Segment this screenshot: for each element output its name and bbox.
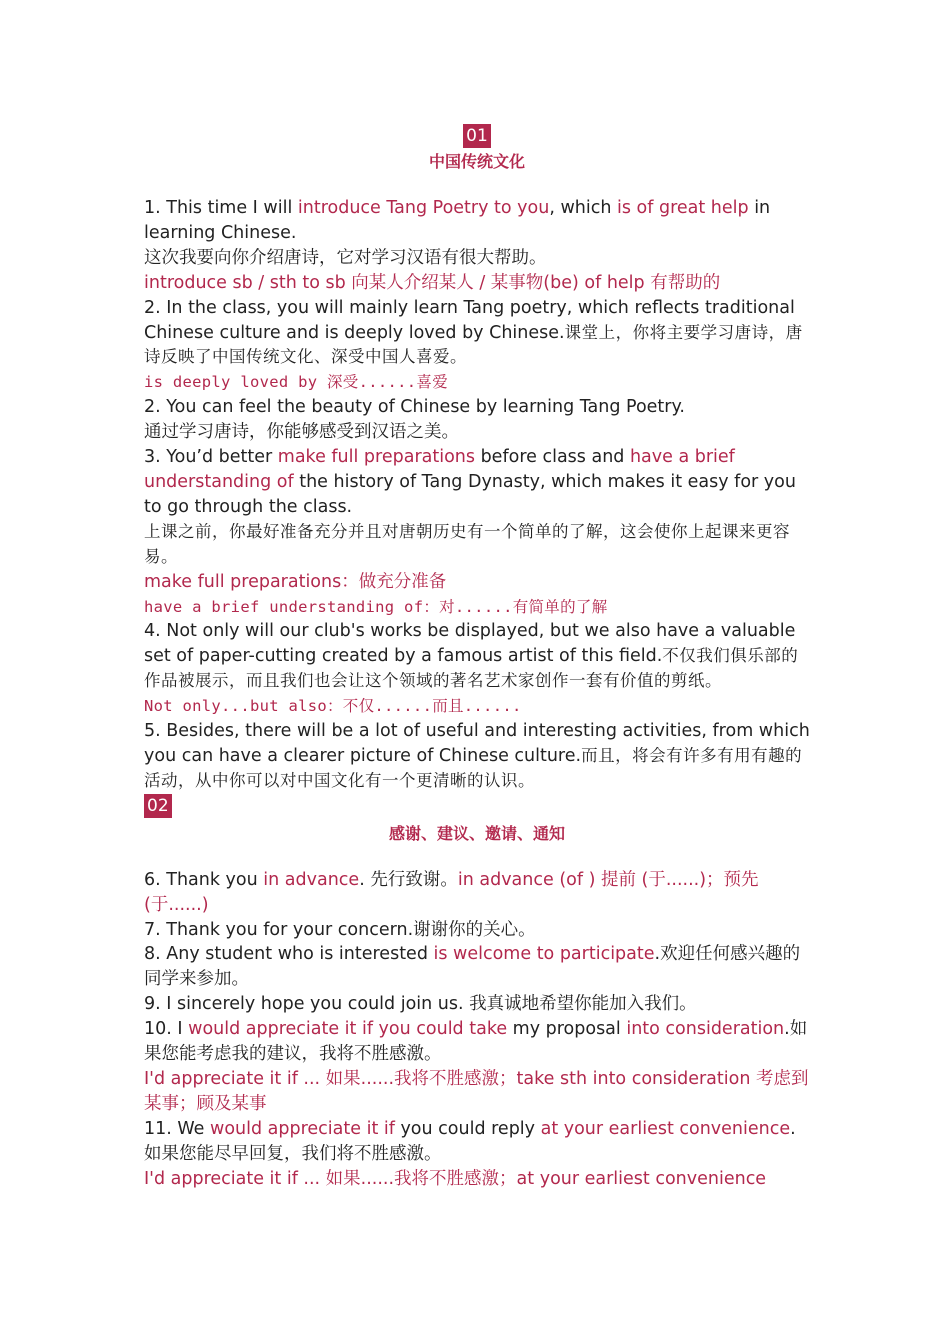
highlight-phrase: I'd appreciate it if ... 如果......我将不胜感激；at your earliest convenience [144, 1168, 767, 1189]
text-segment: 不仅我们俱乐部的作品被展示，而且我们也会让这个领域的著名艺术家创作一套有价值的剪纸。 [144, 646, 799, 691]
highlight-phrase: Not only...but also：不仅......而且...... [144, 697, 522, 716]
text-segment: you could reply [394, 1118, 541, 1139]
highlight-phrase: into consideration [626, 1019, 785, 1040]
section-2-number: 02 [144, 794, 172, 818]
highlight-phrase: have a brief understanding of：对......有简单的了解 [144, 597, 608, 616]
text-segment: 6. Thank you [144, 869, 264, 890]
text-segment: 5. Besides, there will be a lot of useful and interesting activities, from which you can have a clearer picture of Chinese culture. [144, 721, 810, 766]
paragraph [144, 1167, 810, 1192]
text-segment: 8. Any student who is interested [144, 944, 434, 965]
text-segment: 这次我要向你介绍唐诗，它对学习汉语有很大帮助。 [144, 247, 547, 268]
paragraph [144, 992, 810, 1017]
highlight-phrase: at your earliest convenience [540, 1118, 791, 1139]
section-2-header [144, 794, 810, 818]
paragraph [144, 296, 810, 371]
highlight-phrase: have a brief understanding of [144, 447, 735, 492]
paragraph [144, 246, 810, 271]
text-segment: .如果您能考虑我的建议，我将不胜感激。 [144, 1019, 808, 1065]
section-1-number: 01 [463, 124, 491, 148]
paragraph [144, 595, 810, 620]
text-segment: 1. This time I will [144, 198, 298, 218]
text-segment: 10. I [144, 1019, 189, 1040]
paragraph [144, 719, 810, 794]
section-1-body [144, 196, 810, 794]
paragraph [144, 1067, 810, 1117]
highlight-phrase: is of great help [616, 198, 749, 218]
text-segment: . 如果您能尽早回复，我们将不胜感激。 [144, 1118, 796, 1164]
highlight-phrase: would appreciate it if [210, 1118, 395, 1139]
highlight-phrase: is deeply loved by 深受......喜爱 [144, 373, 448, 392]
paragraph [144, 445, 810, 520]
paragraph [144, 570, 810, 595]
paragraph [144, 196, 810, 246]
text-segment: 上课之前，你最好准备充分并且对唐朝历史有一个简单的了解，这会使你上起课来更容易。 [144, 521, 790, 566]
highlight-phrase: introduce sb / sth to sb 向某人介绍某人 / 某事物(be) of help 有帮助的 [144, 272, 721, 293]
text-segment: 3. You’d better [144, 447, 278, 468]
text-segment: 9. I sincerely hope you could join us. 我真诚地希望你能加入我们。 [144, 994, 697, 1015]
section-1-header [144, 124, 810, 148]
highlight-phrase: in advance (of ) 提前 (于......)；预先 (于......) [144, 869, 759, 915]
text-segment: , which [549, 198, 617, 218]
paragraph [144, 271, 810, 296]
text-segment: 2. In the class, you will mainly learn Tang poetry, which reflects traditional Chinese culture and is deeply loved by Chinese. [144, 297, 795, 343]
paragraph [144, 370, 810, 395]
paragraph [144, 395, 810, 420]
paragraph [144, 520, 810, 570]
text-segment: before class and [475, 447, 630, 468]
text-segment: 7. Thank you for your concern.谢谢你的关心。 [144, 919, 536, 940]
text-segment: my proposal [507, 1019, 627, 1040]
paragraph [144, 420, 810, 445]
text-segment: 课堂上，你将主要学习唐诗，唐诗反映了中国传统文化、深受中国人喜爱。 [144, 322, 803, 367]
text-segment: 4. Not only will our club's works be displayed, but we also have a valuable set of paper-cutting created by a famous artist of this field. [144, 621, 796, 667]
highlight-phrase: I'd appreciate it if ... 如果......我将不胜感激；take sth into consideration 考虑到某事；顾及某事 [144, 1069, 809, 1114]
highlight-phrase: make full preparations：做充分准备 [144, 571, 447, 592]
document-content [144, 124, 810, 1192]
section-2-title: 感谢、建议、邀请、通知 [388, 823, 565, 843]
highlight-phrase: introduce Tang Poetry to you [297, 198, 550, 218]
spacer [144, 846, 810, 868]
text-segment: 通过学习唐诗，你能够感受到汉语之美。 [144, 422, 459, 443]
text-segment: . 先行致谢。 [359, 869, 458, 890]
paragraph [144, 868, 810, 918]
text-segment: in learning Chinese. [144, 198, 771, 243]
section-1-title: 中国传统文化 [428, 152, 525, 171]
paragraph [144, 918, 810, 943]
highlight-phrase: would appreciate it if you could take [188, 1019, 508, 1040]
highlight-phrase: in advance [263, 869, 360, 890]
paragraph [144, 942, 810, 992]
paragraph [144, 694, 810, 719]
highlight-phrase: is welcome to participate [433, 944, 655, 965]
paragraph [144, 619, 810, 694]
text-segment: the history of Tang Dynasty, which makes it easy for you to go through the class. [144, 471, 796, 517]
section-2-body [144, 868, 810, 1192]
highlight-phrase: make full preparations [277, 447, 476, 468]
text-segment: 11. We [144, 1118, 211, 1139]
text-segment: 2. You can feel the beauty of Chinese by learning Tang Poetry. [144, 397, 685, 418]
spacer [144, 174, 810, 196]
paragraph [144, 1017, 810, 1067]
paragraph [144, 1117, 810, 1167]
text-segment: 而且，将会有许多有用有趣的活动，从中你可以对中国文化有一个更清晰的认识。 [144, 745, 803, 790]
text-segment: .欢迎任何感兴趣的同学来参加。 [144, 944, 801, 990]
